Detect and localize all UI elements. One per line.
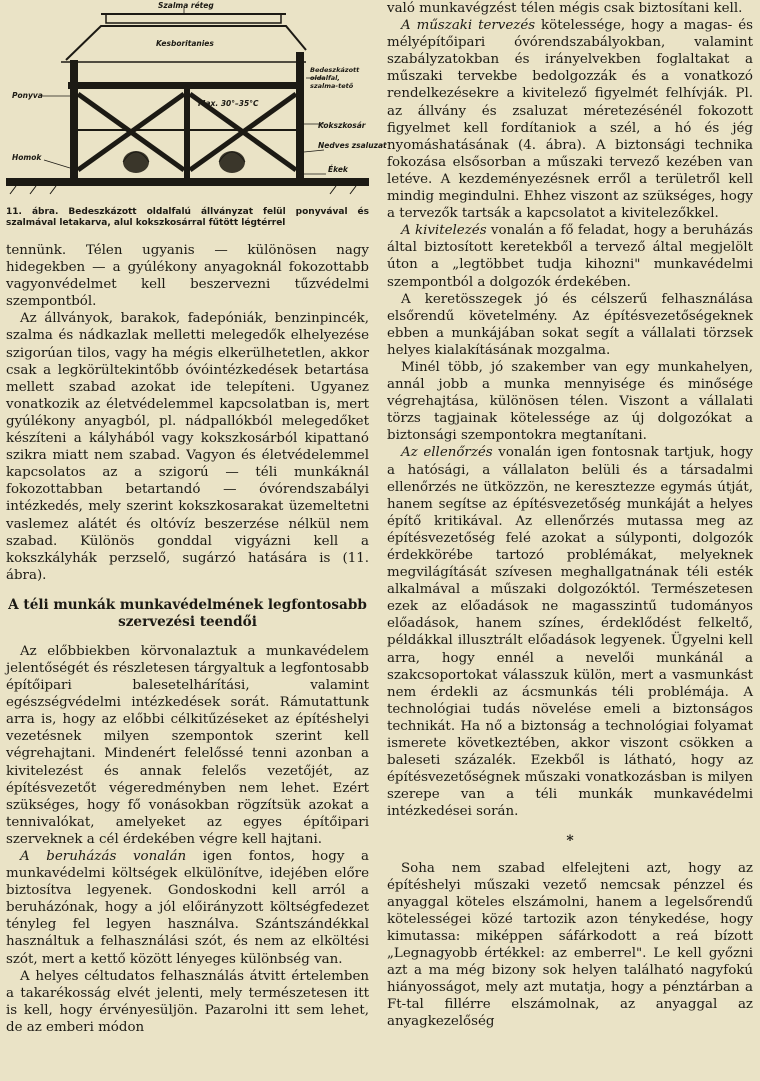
paragraph-text: vonalán igen fontosnak tartjuk, hogy a hatósági, a vállalaton belüli és a társadalmi ellenőrzés ne ütközzön, ne keresztezze egymás útját, hanem segítse az építésvezetőség munkáját a helyes építő kritikával. Az ellenőrzés mutassa meg az építésvezetőség felé azokat a súlyponti, dolgozók érdekkörébe tartozó problémákat, melyeknek megvilágítását szívesen meghallgatnának téli esték alkalmával a műszaki dolgozóktól. Természetesen ezek az előadások ne magasszintű tudományos előadások, hanem színes, érdeklődést felkeltő, példákkal illusztrált előadások legyenek. Ügyelni kell arra, hogy ennél a nevelői munkánál a szakcsoportokat válasszuk külön, mert a vasmunkást nem érdekli az ácsmunkás téli problémája. A technológiai tudás növelése emeli a biztonságos technikát. Ha nő a biztonság a technológiai folyamat ismerete következtében, akkor viszont csökken a baleseti százalék. Ezekből is látható, hogy az építésvezetőségnek műszaki vonatkozásban is milyen szerepe van a téli munkák munkavédelmi intézkedései során. — [387, 445, 753, 820]
figure-label-ground-left: Homok — [12, 153, 42, 162]
section-separator: * — [566, 832, 574, 849]
paragraph: tennünk. Télen ugyanis — különösen nagy hidegekben — a gyúlékony anyagoknál fokozottabb vagyonvédelmet kell beszervezni tűzvédelmi szempontból. — [6, 243, 369, 310]
coke-basket-right — [219, 151, 245, 173]
paragraph — [6, 848, 369, 968]
section-heading: A téli munkák munkavédelmének legfontosabb szervezési teendői — [8, 596, 367, 630]
figure-label-right2: Kokszkosár — [318, 121, 366, 130]
paragraph: való munkavégzést télen mégis csak biztosítani kell. — [387, 1, 743, 16]
emphasis: A műszaki tervezés — [401, 18, 536, 34]
figure-label-temp: Max. 30°–35°C — [198, 99, 259, 108]
center-post — [184, 89, 190, 178]
paragraph: Az előbbiekben körvonalaztuk a munkavédelem jelentőségét és részletesen tárgyaltuk a legfontosabb építőipari balesetelhárítási, valamint egészségvédelmi intézkedések sorát. Rámutattunk arra is, hogy az előbbi célkitűzéseket az építéshelyi vezetésnek milyen szempontok szerint kell végrehajtani. Mindenért felelőssé tenni azonban a kivitelezést és annak felelős vezetőjét, az építésvezetőt végeredményben nem lehet. Ezért szükséges, hogy fő vonásokban rögzítsük azokat a tennivalókat, amelyeket az egyes építőipari szerveknek a cél érdekében végre kell hajtani. — [6, 643, 369, 847]
paragraph-text: vonalán a fő feladat, hogy a beruházás által biztosított keretekből a tervező által megjelölt úton a „legtöbbet tudja kihozni" munkavédelmi szempontból a dolgozók érdekében. — [387, 223, 754, 290]
right-post — [296, 52, 304, 178]
scaffold-figure — [6, 1, 387, 228]
paragraph: Soha nem szabad elfelejteni azt, hogy az építéshelyi műszaki vezető nemcsak pénzzel és anyaggal köteles elszámolni, hanem a legelsőrendű kötelességei közé tartozik azon ténykedése, hogy kimutassa: miképpen sáfárkodott a reá bízott „Legnagyobb értékkel: az emberrel". Le kell győzni azt a ma még bizony sok helyen található nagyfokú hiányosságot, mely azt mutatja, hogy a pénztárban a Ft-tal fillérre elszámolnak, az anyaggal az anyagkezelőség — [387, 860, 753, 1030]
paragraph: Minél több, jó szakember van egy munkahelyen, annál jobb a munka mennyisége és minősége végrehajtása, különösen télen. Viszont a vállalati törzs tagjainak kötelessége az új dolgozókat a biztonsági szempontokra megtanítani. — [387, 359, 753, 444]
emphasis: A beruházás vonalán — [20, 849, 187, 864]
figure-label-ground-right: Ékek — [328, 165, 348, 174]
paragraph — [387, 17, 753, 222]
figure-label-right1: Bedeszkázott oldalfal, szalma-tető — [310, 66, 360, 90]
paragraph — [387, 222, 753, 290]
paragraph-text: igen fontos, hogy a munkavédelmi költségek elkülönítve, idejében előre biztosítva legyenek. Gondoskodni kell arról a beruházónak, hogy a jól előirányzott költségfedezet tényleg fel legyen használva. Szántszándékkal használtuk a felhasználási szót, és nem az elköltési szót, mert a kettő között lényeges különbség van. — [6, 849, 369, 967]
figure-label-roof: Kesboritanies — [156, 39, 214, 48]
ground — [6, 178, 369, 186]
emphasis: Az ellenőrzés — [401, 445, 493, 461]
figure-label-left: Ponyva — [12, 91, 43, 100]
paragraph-text: kötelessége, hogy a magas- és mélyépítőipari óvórendszabályokban, valamint szabályzatokban és irányelvekben foglaltakat a műszaki tervekbe bedolgozzák és a vonatkozó rendelkezésekre a kivitelező figyelmét felhívják. Pl. az állvány és zsaluzat méretezésénél fokozott figyelmet kell fordítaniok a szél, a hó és jég nyomáshatásának (4. ábra). A biztonsági technika fokozása elsősorban a műszaki tervező kezében van letéve. A kezdeményezésnek erről a területről kell mindig megindulni. Ehhez viszont az szükséges, hogy a tervezők tartsák a kapcsolatot a kivitelezőkkel. — [387, 18, 753, 222]
straw-layer — [106, 14, 281, 23]
emphasis: A kivitelezés — [401, 223, 487, 239]
left-column — [6, 0, 387, 1036]
paragraph — [387, 444, 753, 820]
figure-caption: 11. ábra. Bedeszkázott oldalfalú állványzat felül ponyvával és szalmával letakarva, alul kokszkosárral fűtött légtérrel — [6, 207, 369, 228]
paragraph: A helyes céltudatos felhasználás átvitt értelemben a takarékosság elvét jelenti, mely természetesen itt is kell, hogy érvényesüljön. Pazarolni itt sem lehet, de az emberi módon — [6, 968, 369, 1035]
left-post — [70, 60, 78, 178]
right-column — [387, 0, 753, 1031]
figure-label-top: Szalma réteg — [158, 1, 214, 10]
paragraph: Az állványok, barakok, fadepóniák, benzinpincék, szalma és nádkazlak melletti melegedők elhelyezése szigorúan tilos, vagy ha mégis elkerülhetetlen, akkor csak a legkörültekintőbb óvóintézkedések betartása mellett szabad azokat ide telepíteni. Ugyanez vonatkozik az életvédelemmel kapcsolatban is, mert gyúlékony anyagból, pl. nádpallókból melegedőket készíteni a kályhából vagy kokszkosárból kipattanó szikra miatt nem szabad. Vagyon és életvédelemmel kapcsolatos az a szigorú — téli munkáknál fokozottabban betartandó — óvórendszabályi intézkedés, mely szerint kokszkosarakat üzemeltetni vaslemez alátét és oltóvíz beszerzése nélkül nem szabad. Különös gonddal vigyázni kell a kokszkályhák perzselő, sugárzó hatására is (11. ábra). — [6, 311, 369, 583]
figure-label-right3: Nedves zsaluzat — [318, 141, 387, 150]
paragraph: A keretösszegek jó és célszerű felhasználása elsőrendű követelmény. Az építésvezetőségeknek ebben a munkájában sokat segít a vállalati törzsek helyes kialakításának mozgalma. — [387, 291, 753, 358]
scaffold-drawing — [6, 1, 387, 202]
coke-basket-left — [123, 151, 149, 173]
